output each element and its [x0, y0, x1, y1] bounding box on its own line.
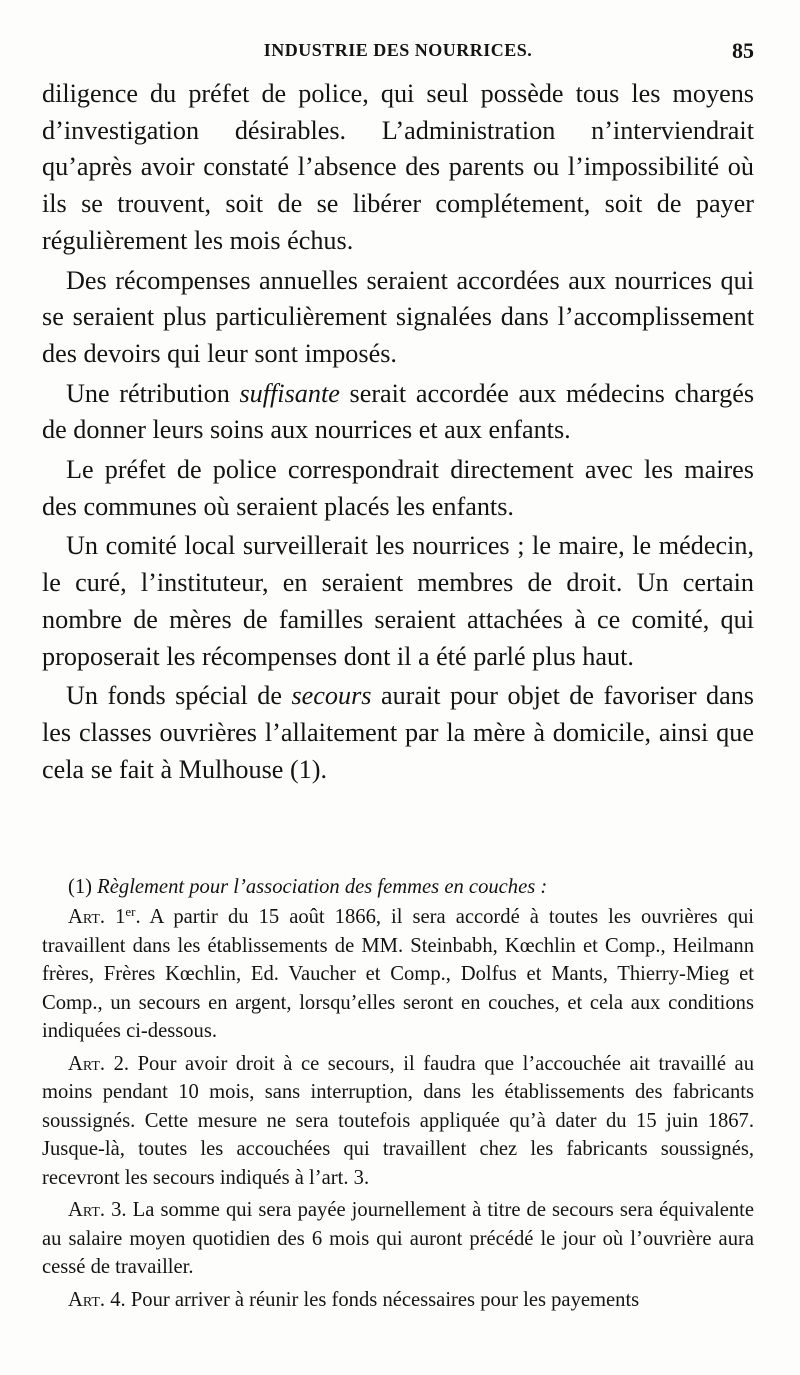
paragraph-fonds [42, 678, 754, 788]
emphasis-text: suffisante [239, 378, 340, 408]
running-title: INDUSTRIE DES NOURRICES. [263, 40, 533, 60]
footnote [42, 872, 754, 1318]
article-text: La somme qui sera payée journellement à titre de secours sera équivalente au salaire moyen quotidien des 6 mois qui auront précédé le jour où l’ouvrière aura cessé de travailler. [42, 1199, 754, 1278]
article-text: Pour arriver à réunir les fonds nécessaires pour les payements [125, 1288, 640, 1311]
paragraph-text: Une rétribution [66, 378, 240, 408]
emphasis-text: secours [291, 681, 372, 711]
paragraph-comite: Un comité local surveillerait les nourrices ; le maire, le médecin, le curé, l’instituteur, en seraient membres de droit. Un certain nombre de mères de familles seraient attachées à ce comité, qui proposerait les récompenses dont il a été parlé plus haut. [42, 531, 754, 671]
article-label: Art. 3. [68, 1199, 127, 1221]
article-label: Art. 2. [68, 1052, 130, 1075]
main-text [42, 76, 754, 791]
running-head [42, 38, 754, 68]
paragraph-continued: diligence du préfet de police, qui seul possède tous les moyens d’investigation désirables. L’administration n’interviendrait qu’après avoir constaté l’absence des parents ou l’impossibilité où ils se trouvent, soit de se libérer complétement, soit de payer régulièrement les mois échus. [42, 79, 754, 255]
article-text: Pour avoir droit à ce secours, il faudra que l’accouchée ait travaillé au moins pendant 10 mois, sans interruption, dans les établissements des fabricants soussignés. Cette mesure ne sera toutefois appliquée qu’à dater du 15 juin 1867. Jusque-là, toutes les accouchées qui travaillent chez les fabricants soussignés, recevront les secours indiqués à l’art. 3. [42, 1052, 754, 1189]
footnote-article-4 [42, 1286, 754, 1315]
article-superscript: er [125, 904, 136, 919]
paragraph-text: Un fonds spécial de [66, 681, 292, 711]
paragraph-text: serait accordée aux médecins chargés de donner leurs soins aux nourrices et aux enfants. [42, 378, 755, 445]
paragraph-recompenses: Des récompenses annuelles seraient accordées aux nourrices qui se seraient plus particulièrement signalées dans l’accomplissement des devoirs qui leur sont imposés. [42, 265, 754, 368]
article-label: Art. 1 [68, 906, 126, 928]
article-label: Art. 4. [68, 1288, 126, 1311]
footnote-title: Règlement pour l’association des femmes en couches : [97, 876, 548, 898]
footnote-article-2 [42, 1050, 754, 1193]
footnote-marker: (1) [68, 876, 98, 898]
paragraph-prefet: Le préfet de police correspondrait directement avec les maires des communes où seraient placés les enfants. [42, 455, 754, 521]
paragraph-retribution [42, 376, 754, 449]
page-number: 85 [732, 38, 754, 63]
article-text: . A partir du 15 août 1866, il sera accordé à toutes les ouvrières qui travaillent dans les établissements de MM. Steinbabh, Kœchlin et Comp., Heilmann frères, Frères Kœchlin, Ed. Vaucher et Comp., Dolfus et Mants, Thierry-Mieg et Comp., un secours en argent, lorsqu’elles seront en couches, et cela aux conditions indiquées ci-dessous. [42, 906, 754, 1042]
footnote-article-1 [42, 903, 754, 1046]
paragraph-text: aurait pour objet de favoriser dans les classes ouvrières l’allaitement par la mère à domicile, ainsi que cela se fait à Mulhouse (1). [42, 681, 754, 784]
footnote-heading [42, 872, 754, 903]
footnote-article-3 [42, 1196, 754, 1282]
